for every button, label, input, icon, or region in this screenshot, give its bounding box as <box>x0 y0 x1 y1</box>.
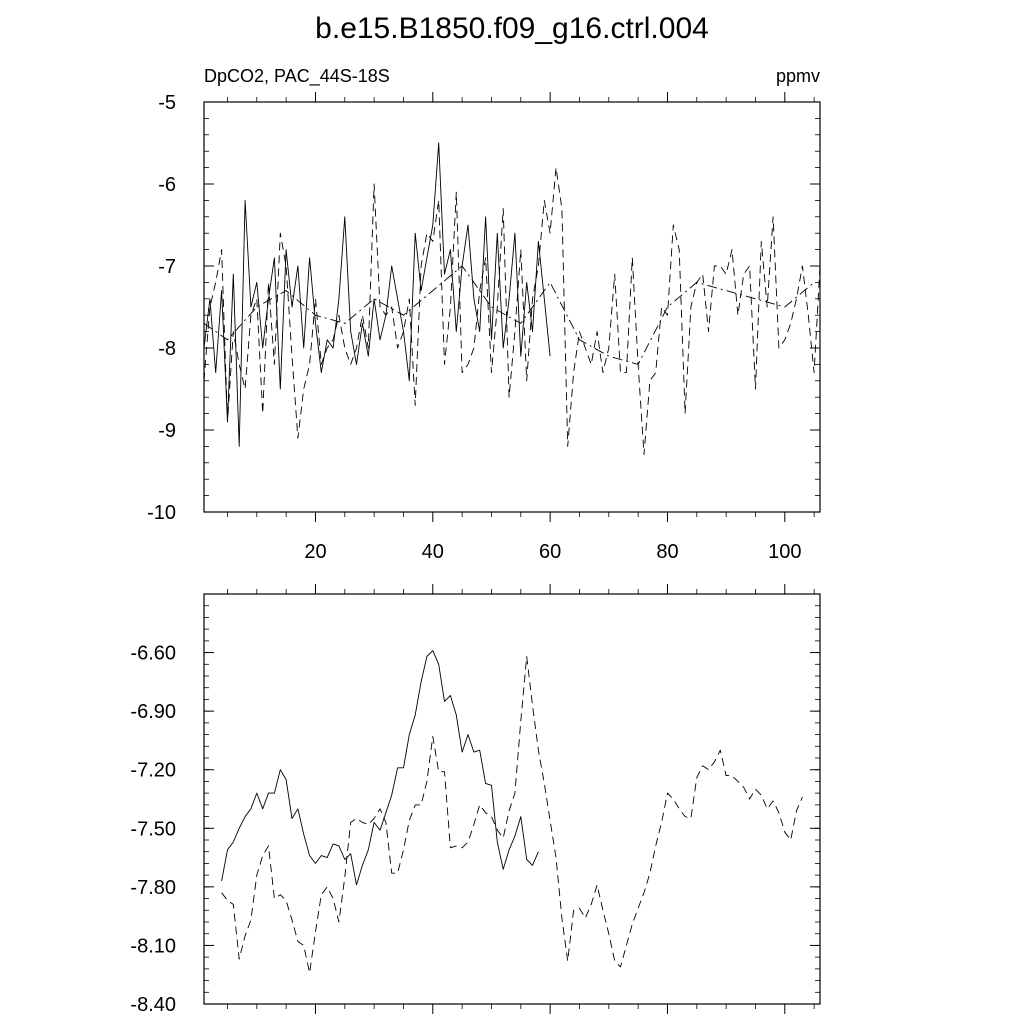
series-line-2 <box>222 657 803 973</box>
y-tick-label: -8.40 <box>130 994 176 1016</box>
bottom-panel <box>130 584 820 1016</box>
series-line-1 <box>222 651 539 885</box>
y-tick-label: -7 <box>158 256 176 278</box>
y-tick-label: -8 <box>158 338 176 360</box>
y-tick-label: -6 <box>158 174 176 196</box>
x-tick-label: 100 <box>768 541 802 563</box>
subtitle-left: DpCO2, PAC_44S-18S <box>204 66 390 86</box>
subtitle-right: ppmv <box>775 66 820 86</box>
chart-title: b.e15.B1850.f09_g16.ctrl.004 <box>315 12 709 45</box>
x-tick-label: 40 <box>421 541 444 563</box>
x-tick-label: 60 <box>539 541 562 563</box>
series-line-2 <box>204 168 820 455</box>
y-tick-label: -6.60 <box>130 642 176 665</box>
plot-frame <box>204 594 820 1004</box>
y-tick-label: -8.10 <box>130 935 176 958</box>
plot-frame <box>204 102 820 512</box>
y-tick-label: -5 <box>158 92 176 114</box>
x-tick-label: 20 <box>304 541 327 563</box>
top-panel <box>147 92 820 563</box>
y-tick-label: -7.50 <box>130 818 176 841</box>
x-tick-label: 80 <box>656 541 679 563</box>
y-tick-label: -7.20 <box>130 759 176 782</box>
y-tick-label: -6.90 <box>130 701 176 724</box>
y-tick-label: -7.80 <box>130 876 176 899</box>
y-tick-label: -10 <box>147 502 176 524</box>
y-tick-label: -9 <box>158 420 176 442</box>
